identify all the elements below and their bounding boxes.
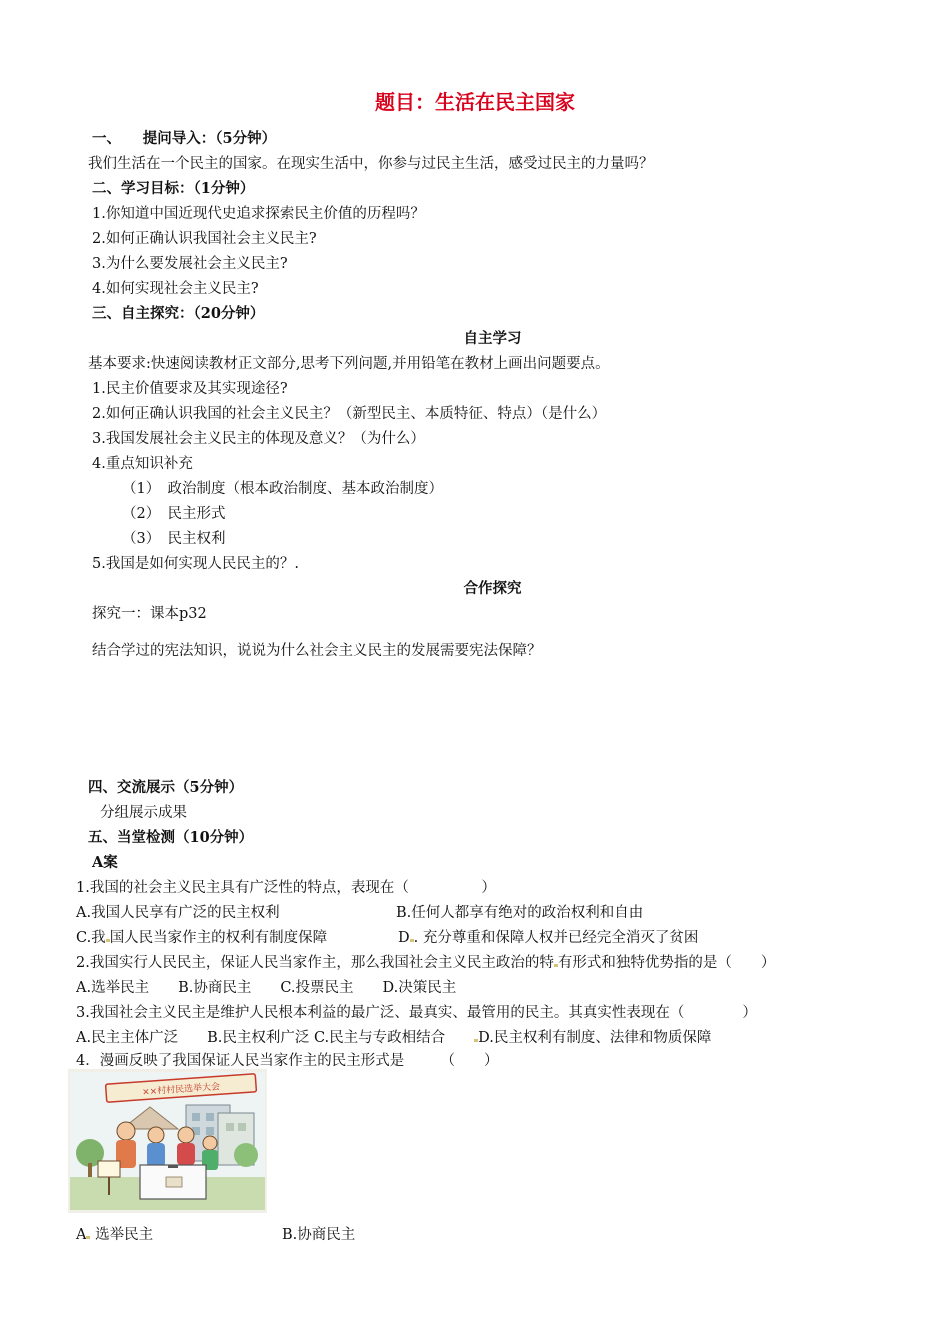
q4-option-b: B.协商民主 (282, 1227, 356, 1243)
section-5-heading: 五、当堂检测（10分钟） (88, 829, 254, 846)
section-4-heading: 四、交流展示（5分钟） (88, 779, 244, 796)
document-title: 题目：生活在民主国家 (375, 90, 575, 114)
study-question-4: 4.重点知识补充 (92, 456, 193, 472)
objective-1: 1.你知道中国近现代史追求探索民主价值的历程吗？ (92, 206, 425, 222)
study-question-2: 2.如何正确认识我国的社会主义民主？（新型民主、本质特征、特点）（是什么） (92, 406, 607, 422)
explore-question: 结合学过的宪法知识，说说为什么社会主义民主的发展需要宪法保障？ (92, 643, 542, 659)
q1-option-c: C.我 国人民当家作主的权利有制度保障 (76, 930, 328, 946)
section-1-heading: 一、 提问导入：（5分钟） (92, 130, 277, 147)
q4-option-a: A 选举民主 (76, 1227, 154, 1243)
section-1-text: 我们生活在一个民主的国家。在现实生活中，你参与过民主生活，感受过民主的力量吗？ (88, 156, 654, 172)
q1-option-a: A.我国人民享有广泛的民主权利 (76, 905, 280, 921)
study-question-3: 3.我国发展社会主义民主的体现及意义？（为什么） (92, 431, 425, 447)
basic-requirement: 基本要求:快速阅读教材正文部分,思考下列问题,并用铅笔在教材上画出问题要点。 (88, 356, 610, 372)
q1-option-d: D . 充分尊重和保障人权并已经完全消灭了贫困 (398, 930, 699, 946)
case-a-label: A案 (92, 854, 118, 871)
test-question-1: 1.我国的社会主义民主具有广泛性的特点，表现在（ ） (76, 880, 496, 896)
election-cartoon-image (68, 1069, 267, 1213)
supplement-item-2: （2） 民主形式 (122, 506, 226, 522)
cartoon-banner-text: ××村村民选举大会 (141, 1082, 221, 1098)
supplement-item-3: （3） 民主权利 (122, 531, 226, 547)
self-study-heading: 自主学习 (463, 330, 522, 347)
objective-3: 3.为什么要发展社会主义民主? (92, 256, 288, 272)
objective-4: 4.如何实现社会主义民主? (92, 281, 259, 297)
study-question-5: 5.我国是如何实现人民民主的？. (92, 556, 299, 572)
test-question-2: 2.我国实行人民民主，保证人民当家作主，那么我国社会主义民主政治的特 有形式和独特优势指的是（ ） (76, 955, 776, 971)
section-3-heading: 三、自主探究：（20分钟） (92, 305, 265, 322)
explore-one: 探究一：课本p32 (92, 606, 207, 622)
study-question-1: 1.民主价值要求及其实现途径? (92, 381, 288, 397)
cooperative-heading: 合作探究 (463, 580, 522, 597)
q3-options: A.民主主体广泛 B.民主权利广泛 C.民主与专政相结合 D.民主权利有制度、法律和物质保障 (76, 1030, 712, 1046)
supplement-item-1: （1） 政治制度（根本政治制度、基本政治制度） (122, 481, 443, 497)
q1-option-b: B.任何人都享有绝对的政治权利和自由 (396, 905, 644, 921)
q2-options: A.选举民主 B.协商民主 C.投票民主 D.决策民主 (76, 980, 457, 996)
section-4-text: 分组展示成果 (100, 805, 187, 821)
section-2-heading: 二、学习目标：（1分钟） (92, 180, 255, 197)
objective-2: 2.如何正确认识我国社会主义民主? (92, 231, 317, 247)
test-question-4: 4．漫画反映了我国保证人民当家作主的民主形式是 （ ） (76, 1053, 499, 1069)
test-question-3: 3.我国社会主义民主是维护人民根本利益的最广泛、最真实、最管用的民主。其真实性表现在（ ） (76, 1005, 757, 1021)
